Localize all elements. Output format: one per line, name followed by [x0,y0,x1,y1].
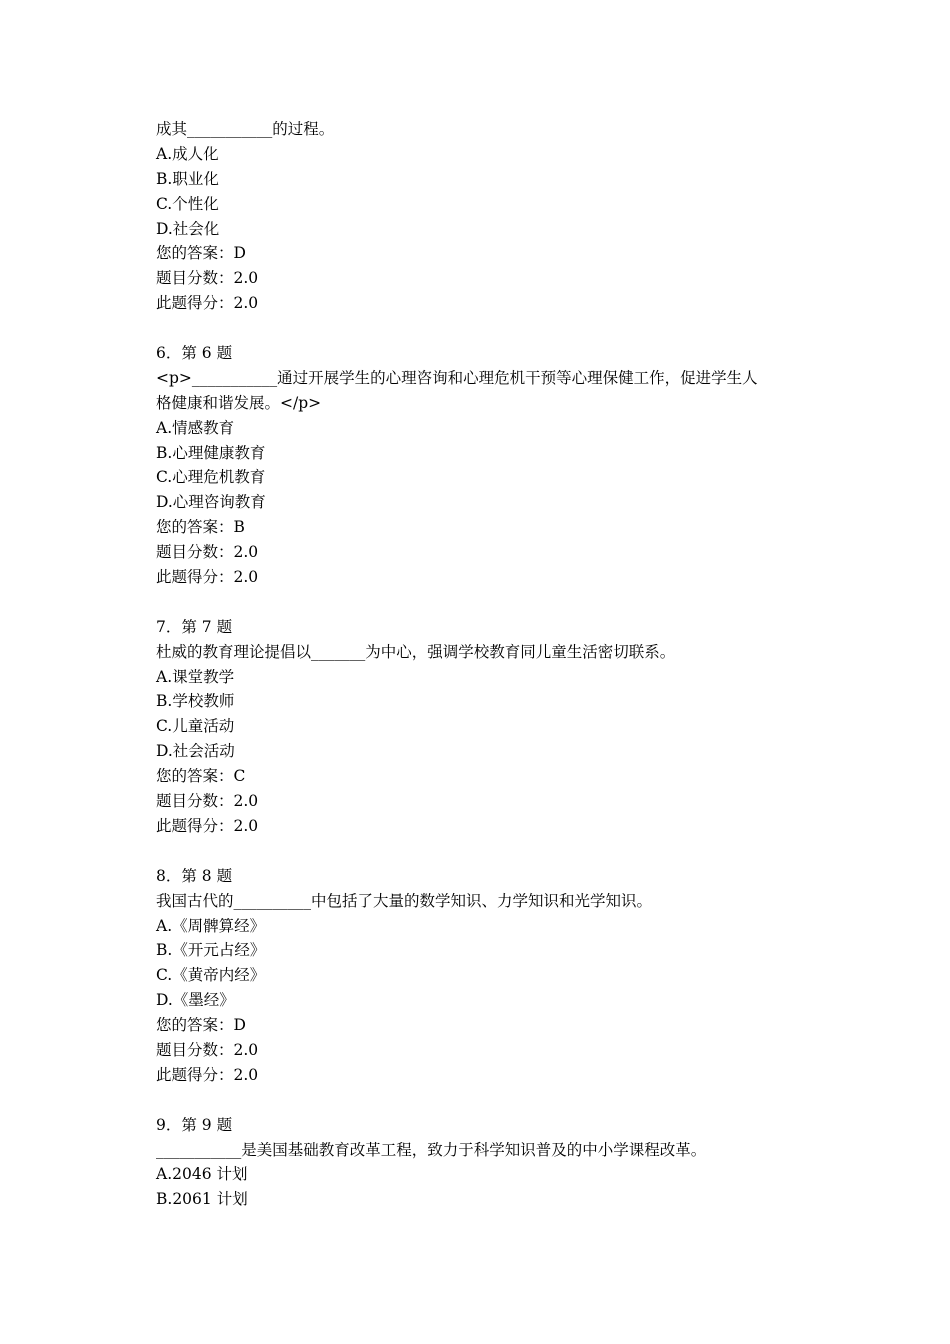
earned-score: 此题得分：2.0 [156,294,259,313]
question-6-title: 6．第 6 题 [156,344,233,363]
option-d: D.社会活动 [156,742,235,761]
question-9-title: 9．第 9 题 [156,1115,233,1134]
option-d: D.社会化 [156,219,220,238]
question-5 [156,117,836,316]
option-a: A.课堂教学 [156,667,235,686]
question-6-text-line-1: <p>___________通过开展学生的心理咨询和心理危机干预等心理保健工作，促进学生人 [156,368,758,387]
question-score: 题目分数：2.0 [156,543,259,562]
question-8-text: 我国古代的__________中包括了大量的数学知识、力学知识和光学知识。 [156,891,653,910]
option-a: A.2046 计划 [156,1165,248,1184]
question-7-title: 7．第 7 题 [156,617,233,636]
question-9-text: ___________是美国基础教育改革工程，致力于科学知识普及的中小学课程改革。 [156,1140,707,1159]
option-b: B.学校教师 [156,692,235,711]
your-answer: 您的答案：D [156,244,246,263]
option-b: B.2061 计划 [156,1190,248,1209]
question-5-text: 成其___________的过程。 [156,120,335,138]
spacer [156,839,836,864]
option-d: D.《墨经》 [156,991,235,1010]
question-score: 题目分数：2.0 [156,269,259,288]
question-6 [156,341,836,590]
earned-score: 此题得分：2.0 [156,568,259,587]
option-a: A.《周髀算经》 [156,916,266,935]
option-b: B.心理健康教育 [156,443,266,462]
question-7-text: 杜威的教育理论提倡以_______为中心，强调学校教育同儿童生活密切联系。 [156,642,676,661]
option-b: B.职业化 [156,169,219,188]
spacer [156,316,836,341]
option-c: C.《黄帝内经》 [156,966,266,985]
spacer [156,1088,836,1113]
question-8-title: 8．第 8 题 [156,866,233,885]
question-score: 题目分数：2.0 [156,1040,259,1059]
question-6-text-line-2: 格健康和谐发展。</p> [156,393,322,412]
your-answer: 您的答案：B [156,518,245,537]
question-9 [156,1113,836,1213]
option-c: C.个性化 [156,194,219,213]
option-a: A.成人化 [156,144,219,163]
option-d: D.心理咨询教育 [156,493,266,512]
question-7 [156,615,836,839]
option-a: A.情感教育 [156,418,235,437]
option-b: B.《开元占经》 [156,941,266,960]
your-answer: 您的答案：C [156,767,246,786]
option-c: C.儿童活动 [156,717,235,736]
question-score: 题目分数：2.0 [156,792,259,811]
your-answer: 您的答案：D [156,1016,246,1035]
spacer [156,590,836,615]
earned-score: 此题得分：2.0 [156,1065,259,1084]
document-page [156,117,836,1212]
earned-score: 此题得分：2.0 [156,816,259,835]
option-c: C.心理危机教育 [156,468,266,487]
question-8 [156,864,836,1088]
